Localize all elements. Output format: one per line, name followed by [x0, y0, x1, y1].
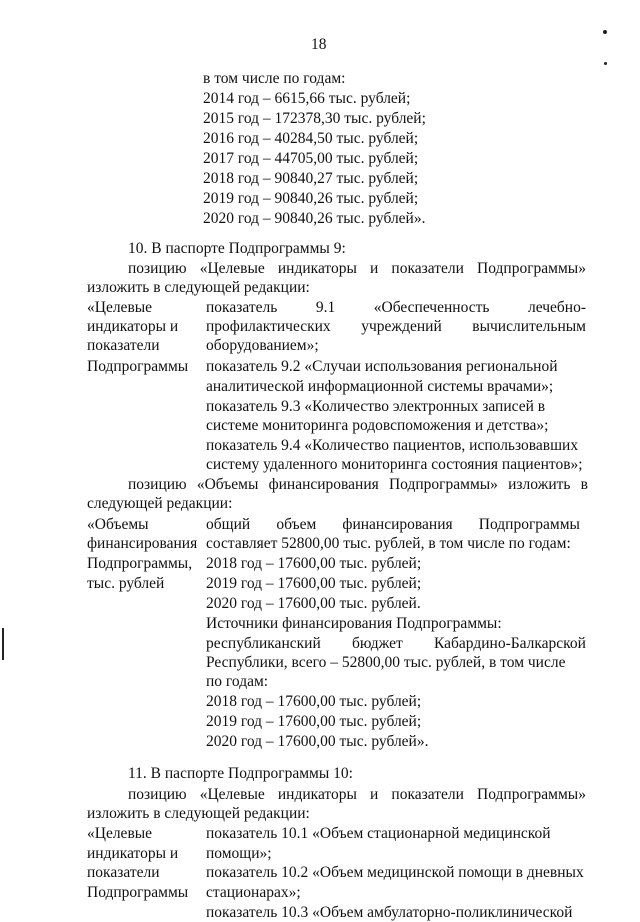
word: «Целевые [199, 260, 265, 277]
financing-line: Республики, всего – 52800,00 тыс. рублей, в том числе [206, 654, 566, 671]
table-label: «Объемы [87, 516, 149, 533]
page-number: 18 [311, 36, 327, 53]
financing-line: по годам: [206, 673, 269, 690]
table-label: «Целевые [87, 825, 153, 842]
year-line: 2015 год – 172378,30 тыс. рублей; [203, 110, 426, 127]
table-label: показатели [87, 864, 160, 881]
word: финансирования [342, 516, 453, 533]
year-line: 2014 год – 6615,66 тыс. рублей; [203, 90, 411, 107]
word: позицию [128, 260, 187, 277]
text-line: изложить в следующей редакции: [87, 279, 310, 296]
word: Подпрограммы» [388, 476, 498, 493]
indicator-line: оборудованием»; [206, 337, 319, 354]
word: общий [206, 516, 251, 533]
table-label: Подпрограммы [87, 884, 189, 901]
indicator-line: системе мониторинга родовспоможения и детства»; [206, 417, 549, 434]
scan-mark [603, 30, 607, 34]
indicator-line: показатель 9.2 «Случаи использования региональной [206, 358, 558, 375]
indicator-line: показатель 9.4 «Количество пациентов, использовавших [206, 437, 579, 454]
word: финансирования [268, 476, 379, 493]
indicator-line: стационарах»; [206, 884, 301, 901]
scan-mark [2, 628, 4, 650]
word: и [370, 260, 379, 277]
word: объем [276, 516, 317, 533]
word: индикаторы [277, 786, 357, 803]
financing-line: составляет 52800,00 тыс. рублей, в том числе по годам: [206, 535, 571, 552]
year-line: 2020 год – 17600,00 тыс. рублей». [206, 733, 429, 750]
position-line [128, 260, 586, 278]
word: Подпрограммы» [477, 786, 586, 803]
year-line: 2018 год – 17600,00 тыс. рублей; [206, 693, 422, 710]
word: изложить [508, 476, 571, 493]
scan-mark [2, 650, 4, 660]
table-label: Подпрограммы [87, 358, 189, 375]
year-line: 2017 год – 44705,00 тыс. рублей; [203, 150, 419, 167]
word: «Целевые [199, 786, 265, 803]
word: позицию [128, 476, 187, 493]
word: бюджет [352, 635, 403, 652]
text-line: изложить в следующей редакции: [87, 805, 310, 822]
table-label: показатели [87, 337, 160, 354]
word: Подпрограммы [478, 516, 580, 533]
position-line [128, 476, 588, 494]
table-label: финансирования [87, 535, 198, 552]
word: индикаторы [277, 260, 357, 277]
indicator-line: показатель 10.3 «Объем амбулаторно-поликлинической [206, 904, 573, 921]
word: показатель [206, 299, 278, 316]
indicator-line: показатель 10.2 «Объем медицинской помощи в дневных [206, 864, 584, 881]
year-line: 2018 год – 17600,00 тыс. рублей; [206, 555, 422, 572]
word: республиканский [206, 635, 321, 652]
financing-line [206, 635, 586, 653]
word: Кабардино-Балкарской [434, 635, 586, 652]
word: 9.1 [315, 299, 336, 316]
section-heading: 10. В паспорте Подпрограммы 9: [128, 240, 346, 257]
year-line: 2019 год – 17600,00 тыс. рублей; [206, 713, 422, 730]
table-label: индикаторы и [87, 845, 179, 862]
word: Подпрограммы» [477, 260, 586, 277]
word: лечебно- [527, 299, 586, 316]
text-line: следующей редакции: [87, 495, 233, 512]
year-line: 2018 год – 90840,27 тыс. рублей; [203, 170, 419, 187]
table-label: «Целевые [87, 299, 153, 316]
year-line: 2019 год – 90840,26 тыс. рублей; [203, 190, 419, 207]
word: показатели [391, 786, 464, 803]
indicator-line: аналитической информационной системы врачами»; [206, 378, 554, 395]
word: профилактических [206, 318, 331, 335]
table-label: Подпрограммы, [87, 555, 193, 572]
table-label: тыс. рублей [87, 575, 165, 592]
indicator-line [206, 318, 586, 336]
year-line: в том числе по годам: [203, 70, 346, 87]
year-line: 2016 год – 40284,50 тыс. рублей; [203, 130, 419, 147]
year-line: 2020 год – 90840,26 тыс. рублей». [203, 210, 426, 227]
position-line [128, 786, 586, 804]
word: «Обеспеченность [373, 299, 490, 316]
word: в [580, 476, 588, 493]
indicator-line: показатель 9.3 «Количество электронных записей в [206, 398, 546, 415]
word: вычислительным [472, 318, 586, 335]
financing-line [206, 516, 580, 534]
word: позицию [128, 786, 187, 803]
year-line: 2020 год – 17600,00 тыс. рублей. [206, 595, 421, 612]
table-label: индикаторы и [87, 318, 179, 335]
word: и [370, 786, 379, 803]
year-line: 2019 год – 17600,00 тыс. рублей; [206, 575, 422, 592]
word: показатели [391, 260, 464, 277]
indicator-line: систему удаленного мониторинга состояния пациентов»; [206, 456, 583, 473]
indicator-line [206, 299, 586, 317]
word: «Объемы [196, 476, 259, 493]
indicator-line: помощи»; [206, 845, 272, 862]
word: учреждений [361, 318, 442, 335]
section-heading: 11. В паспорте Подпрограммы 10: [128, 765, 353, 782]
sources-heading: Источники финансирования Подпрограммы: [206, 615, 502, 632]
indicator-line: показатель 10.1 «Объем стационарной медицинской [206, 825, 551, 842]
scan-mark [604, 62, 607, 65]
